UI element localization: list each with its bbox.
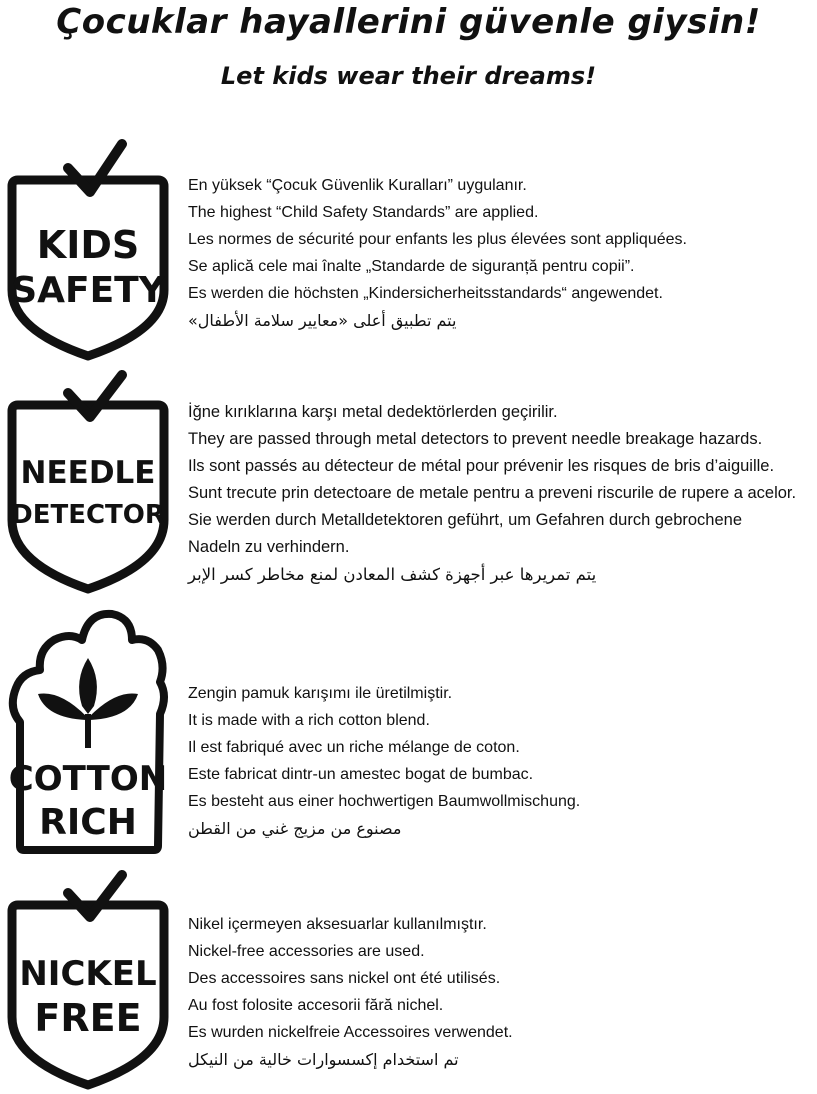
text-line-tr: İğne kırıklarına karşı metal dedektörlerden geçirilir. <box>188 403 558 421</box>
kids-safety-badge-icon <box>8 140 168 360</box>
text-line-de-cont: Nadeln zu verhindern. <box>188 538 350 556</box>
text-line-tr: Zengin pamuk karışımı ile üretilmiştir. <box>188 685 453 702</box>
feature-description <box>188 399 813 588</box>
cotton-rich-badge-icon <box>8 610 168 855</box>
badge-line-1: COTTON <box>8 759 168 799</box>
text-line-de: Es werden die höchsten „Kindersicherheitsstandards“ angewendet. <box>188 285 663 302</box>
badge-line-2: FREE <box>34 996 142 1040</box>
badge-line-1: NEEDLE <box>20 455 156 491</box>
badge-line-2: RICH <box>39 802 137 843</box>
text-line-de: Es besteht aus einer hochwertigen Baumwollmischung. <box>188 793 581 810</box>
text-line-fr: Il est fabriqué avec un riche mélange de coton. <box>188 739 520 756</box>
text-line-ar: يتم تطبيق أعلى «معايير سلامة الأطفال» <box>188 311 457 330</box>
text-line-en: Nickel-free accessories are used. <box>188 943 425 960</box>
text-line-fr: Des accessoires sans nickel ont été utilisés. <box>188 970 501 987</box>
text-line-ar: يتم تمريرها عبر أجهزة كشف المعادن لمنع مخاطر كسر الإبر <box>188 565 597 584</box>
text-line-fr: Les normes de sécurité pour enfants les plus élevées sont appliquées. <box>188 231 687 248</box>
page-subtitle: Let kids wear their dreams! <box>220 62 597 90</box>
feature-description <box>188 911 813 1073</box>
text-line-tr: En yüksek “Çocuk Güvenlik Kuralları” uygulanır. <box>188 177 527 194</box>
feature-description <box>188 680 813 842</box>
text-line-ar: تم استخدام إكسسوارات خالية من النيكل <box>188 1050 459 1069</box>
text-line-de: Es wurden nickelfreie Accessoires verwendet. <box>188 1024 513 1041</box>
text-line-ro: Au fost folosite accesorii fără nichel. <box>188 997 444 1014</box>
text-line-de: Sie werden durch Metalldetektoren geführt, um Gefahren durch gebrochene <box>188 511 742 529</box>
text-line-tr: Nikel içermeyen aksesuarlar kullanılmıştır. <box>188 916 487 933</box>
badge-line-1: NICKEL <box>19 954 157 994</box>
nickel-free-badge-icon <box>8 875 168 1090</box>
text-line-fr: Ils sont passés au détecteur de métal pour prévenir les risques de bris d’aiguille. <box>188 457 775 475</box>
badge-line-2: DETECTOR <box>11 500 165 530</box>
badge-line-1: KIDS <box>36 223 140 267</box>
badge-line-2: SAFETY <box>11 270 165 311</box>
text-line-ar: مصنوع من مزيج غني من القطن <box>188 819 402 838</box>
needle-detector-badge-icon <box>8 375 168 595</box>
text-line-en: It is made with a rich cotton blend. <box>188 712 430 729</box>
text-line-ro: Este fabricat dintr-un amestec bogat de bumbac. <box>188 766 534 783</box>
text-line-en: They are passed through metal detectors to prevent needle breakage hazards. <box>188 430 763 448</box>
feature-description <box>188 172 813 334</box>
text-line-en: The highest “Child Safety Standards” are applied. <box>188 204 539 221</box>
page-title: Çocuklar hayallerini güvenle giysin! <box>56 2 761 42</box>
text-line-ro: Sunt trecute prin detectoare de metale pentru a preveni riscurile de rupere a acelor. <box>188 484 797 502</box>
text-line-ro: Se aplică cele mai înalte „Standarde de siguranță pentru copii”. <box>188 258 635 275</box>
